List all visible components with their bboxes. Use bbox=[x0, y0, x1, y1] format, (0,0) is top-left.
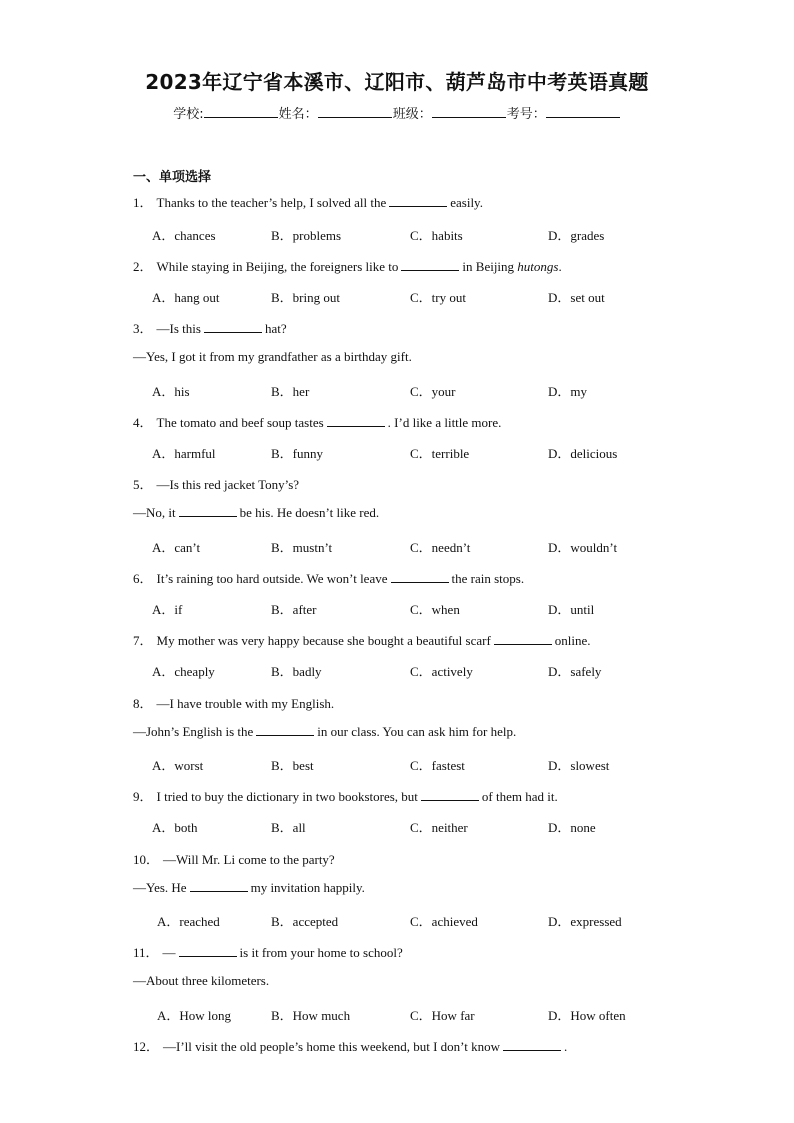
question-number: 8． bbox=[133, 696, 153, 711]
question-number: 5． bbox=[133, 477, 153, 492]
question-text-end: hat? bbox=[264, 321, 287, 336]
question-4 bbox=[133, 412, 501, 431]
question-number: 6． bbox=[133, 571, 153, 586]
option-d[interactable]: D．delicious bbox=[548, 446, 618, 461]
question-number: 1． bbox=[133, 195, 153, 210]
question-number: 2． bbox=[133, 259, 153, 274]
question-number: 7． bbox=[133, 633, 153, 648]
option-d[interactable]: D．safely bbox=[548, 664, 602, 679]
option-c[interactable]: C．terrible bbox=[410, 446, 470, 461]
student-info-line bbox=[0, 103, 794, 122]
option-a[interactable]: A．if bbox=[152, 602, 183, 617]
answer-blank bbox=[421, 789, 479, 801]
question-text-end: the rain stops. bbox=[451, 571, 525, 586]
question-11 bbox=[133, 942, 403, 961]
question-5 bbox=[133, 474, 299, 493]
option-a[interactable]: A．reached bbox=[157, 914, 220, 929]
option-b[interactable]: B．her bbox=[271, 384, 310, 399]
option-b[interactable]: B．problems bbox=[271, 228, 342, 243]
question-text: —Will Mr. Li come to the party? bbox=[163, 852, 335, 867]
option-b[interactable]: B．How much bbox=[271, 1008, 351, 1023]
option-d[interactable]: D．How often bbox=[548, 1008, 626, 1023]
question-text-end: easily. bbox=[450, 195, 483, 210]
option-a[interactable]: A．How long bbox=[157, 1008, 232, 1023]
question-12 bbox=[133, 1036, 567, 1055]
question-text-end: online. bbox=[554, 633, 591, 648]
option-d[interactable]: D．slowest bbox=[548, 758, 610, 773]
question-text: — bbox=[162, 945, 176, 960]
answer-blank bbox=[389, 195, 447, 207]
option-c[interactable]: C．neither bbox=[410, 820, 468, 835]
option-d[interactable]: D．none bbox=[548, 820, 596, 835]
option-b[interactable]: B．mustn’t bbox=[271, 540, 333, 555]
option-a[interactable]: A．hang out bbox=[152, 290, 220, 305]
option-a[interactable]: A．both bbox=[152, 820, 198, 835]
question-number: 12． bbox=[133, 1039, 160, 1054]
question-10 bbox=[133, 849, 335, 868]
question-3 bbox=[133, 318, 287, 337]
question-text: I tried to buy the dictionary in two bookstores, but bbox=[156, 789, 418, 804]
question-text-punct: . bbox=[558, 259, 562, 274]
answer-blank bbox=[179, 945, 237, 957]
name-label: 姓名： bbox=[278, 107, 318, 122]
answer-blank bbox=[401, 259, 459, 271]
school-label: 学校: bbox=[173, 107, 204, 122]
question-8-reply bbox=[133, 724, 516, 740]
option-b[interactable]: B．accepted bbox=[271, 914, 339, 929]
option-c[interactable]: C．achieved bbox=[410, 914, 478, 929]
option-a[interactable]: A．can’t bbox=[152, 540, 201, 555]
question-text-end: is it from your home to school? bbox=[239, 945, 403, 960]
answer-blank bbox=[327, 415, 385, 427]
question-number: 4． bbox=[133, 415, 153, 430]
question-number: 10． bbox=[133, 852, 160, 867]
question-text: The tomato and beef soup tastes bbox=[156, 415, 324, 430]
option-a[interactable]: A．chances bbox=[152, 228, 216, 243]
option-c[interactable]: C．try out bbox=[410, 290, 466, 305]
answer-blank bbox=[256, 724, 314, 736]
option-c[interactable]: C．How far bbox=[410, 1008, 475, 1023]
option-d[interactable]: D．wouldn’t bbox=[548, 540, 618, 555]
option-c[interactable]: C．when bbox=[410, 602, 460, 617]
option-d[interactable]: D．set out bbox=[548, 290, 605, 305]
question-1 bbox=[133, 192, 483, 211]
reply-text-end: be his. He doesn’t like red. bbox=[239, 505, 380, 520]
question-11-reply: —About three kilometers. bbox=[133, 973, 270, 988]
question-text: It’s raining too hard outside. We won’t leave bbox=[156, 571, 388, 586]
question-text: —Is this red jacket Tony’s? bbox=[156, 477, 300, 492]
option-c[interactable]: C．fastest bbox=[410, 758, 465, 773]
answer-blank bbox=[391, 571, 449, 583]
question-6 bbox=[133, 568, 524, 587]
question-number: 11． bbox=[133, 945, 159, 960]
question-text-end: of them had it. bbox=[481, 789, 558, 804]
class-blank[interactable] bbox=[432, 105, 506, 118]
class-label: 班级： bbox=[392, 107, 432, 122]
answer-blank bbox=[494, 633, 552, 645]
question-5-reply bbox=[133, 505, 379, 521]
option-b[interactable]: B．all bbox=[271, 820, 306, 835]
question-text: —Is this bbox=[156, 321, 201, 336]
option-b[interactable]: B．funny bbox=[271, 446, 324, 461]
option-b[interactable]: B．best bbox=[271, 758, 314, 773]
reply-text: —John’s English is the bbox=[133, 724, 254, 739]
question-number: 3． bbox=[133, 321, 153, 336]
reply-text: —Yes. He bbox=[133, 880, 187, 895]
option-c[interactable]: C．actively bbox=[410, 664, 473, 679]
option-d[interactable]: D．until bbox=[548, 602, 595, 617]
option-c[interactable]: C．needn’t bbox=[410, 540, 471, 555]
answer-blank bbox=[204, 321, 262, 333]
option-a[interactable]: A．his bbox=[152, 384, 190, 399]
question-number: 9． bbox=[133, 789, 153, 804]
question-text: —I’ll visit the old people’s home this weekend, but I don’t know bbox=[163, 1039, 501, 1054]
question-text-end: in Beijing bbox=[462, 259, 515, 274]
reply-text-end: in our class. You can ask him for help. bbox=[317, 724, 517, 739]
option-d[interactable]: D．my bbox=[548, 384, 588, 399]
question-text: My mother was very happy because she bought a beautiful scarf bbox=[156, 633, 491, 648]
id-blank[interactable] bbox=[546, 105, 620, 118]
option-d[interactable]: D．grades bbox=[548, 228, 605, 243]
option-b[interactable]: B．bring out bbox=[271, 290, 340, 305]
question-9 bbox=[133, 786, 558, 805]
option-a[interactable]: A．worst bbox=[152, 758, 204, 773]
answer-blank bbox=[179, 505, 237, 517]
id-label: 考号： bbox=[506, 107, 546, 122]
question-text: While staying in Beijing, the foreigners like to bbox=[156, 259, 399, 274]
section-title: 一、单项选择 bbox=[133, 170, 212, 185]
reply-text-end: my invitation happily. bbox=[250, 880, 365, 895]
option-c[interactable]: C．your bbox=[410, 384, 456, 399]
italic-term: hutongs bbox=[517, 259, 559, 274]
question-text: —I have trouble with my English. bbox=[156, 696, 335, 711]
answer-blank bbox=[503, 1039, 561, 1051]
option-c[interactable]: C．habits bbox=[410, 228, 463, 243]
question-8 bbox=[133, 693, 334, 712]
question-10-reply bbox=[133, 880, 365, 896]
question-7 bbox=[133, 630, 591, 649]
name-blank[interactable] bbox=[318, 105, 392, 118]
answer-blank bbox=[190, 880, 248, 892]
option-a[interactable]: A．harmful bbox=[152, 446, 216, 461]
question-2 bbox=[133, 256, 562, 275]
option-d[interactable]: D．expressed bbox=[548, 914, 622, 929]
question-3-reply: —Yes, I got it from my grandfather as a birthday gift. bbox=[133, 349, 412, 364]
reply-text: —No, it bbox=[133, 505, 176, 520]
question-text-end: . bbox=[564, 1039, 568, 1054]
school-blank[interactable] bbox=[204, 105, 278, 118]
option-b[interactable]: B．badly bbox=[271, 664, 322, 679]
option-b[interactable]: B．after bbox=[271, 602, 317, 617]
question-text-end: . I’d like a little more. bbox=[387, 415, 502, 430]
question-text: Thanks to the teacher’s help, I solved all the bbox=[156, 195, 387, 210]
page-title: 2023年辽宁省本溪市、辽阳市、葫芦岛市中考英语真题 bbox=[145, 70, 649, 94]
option-a[interactable]: A．cheaply bbox=[152, 664, 215, 679]
